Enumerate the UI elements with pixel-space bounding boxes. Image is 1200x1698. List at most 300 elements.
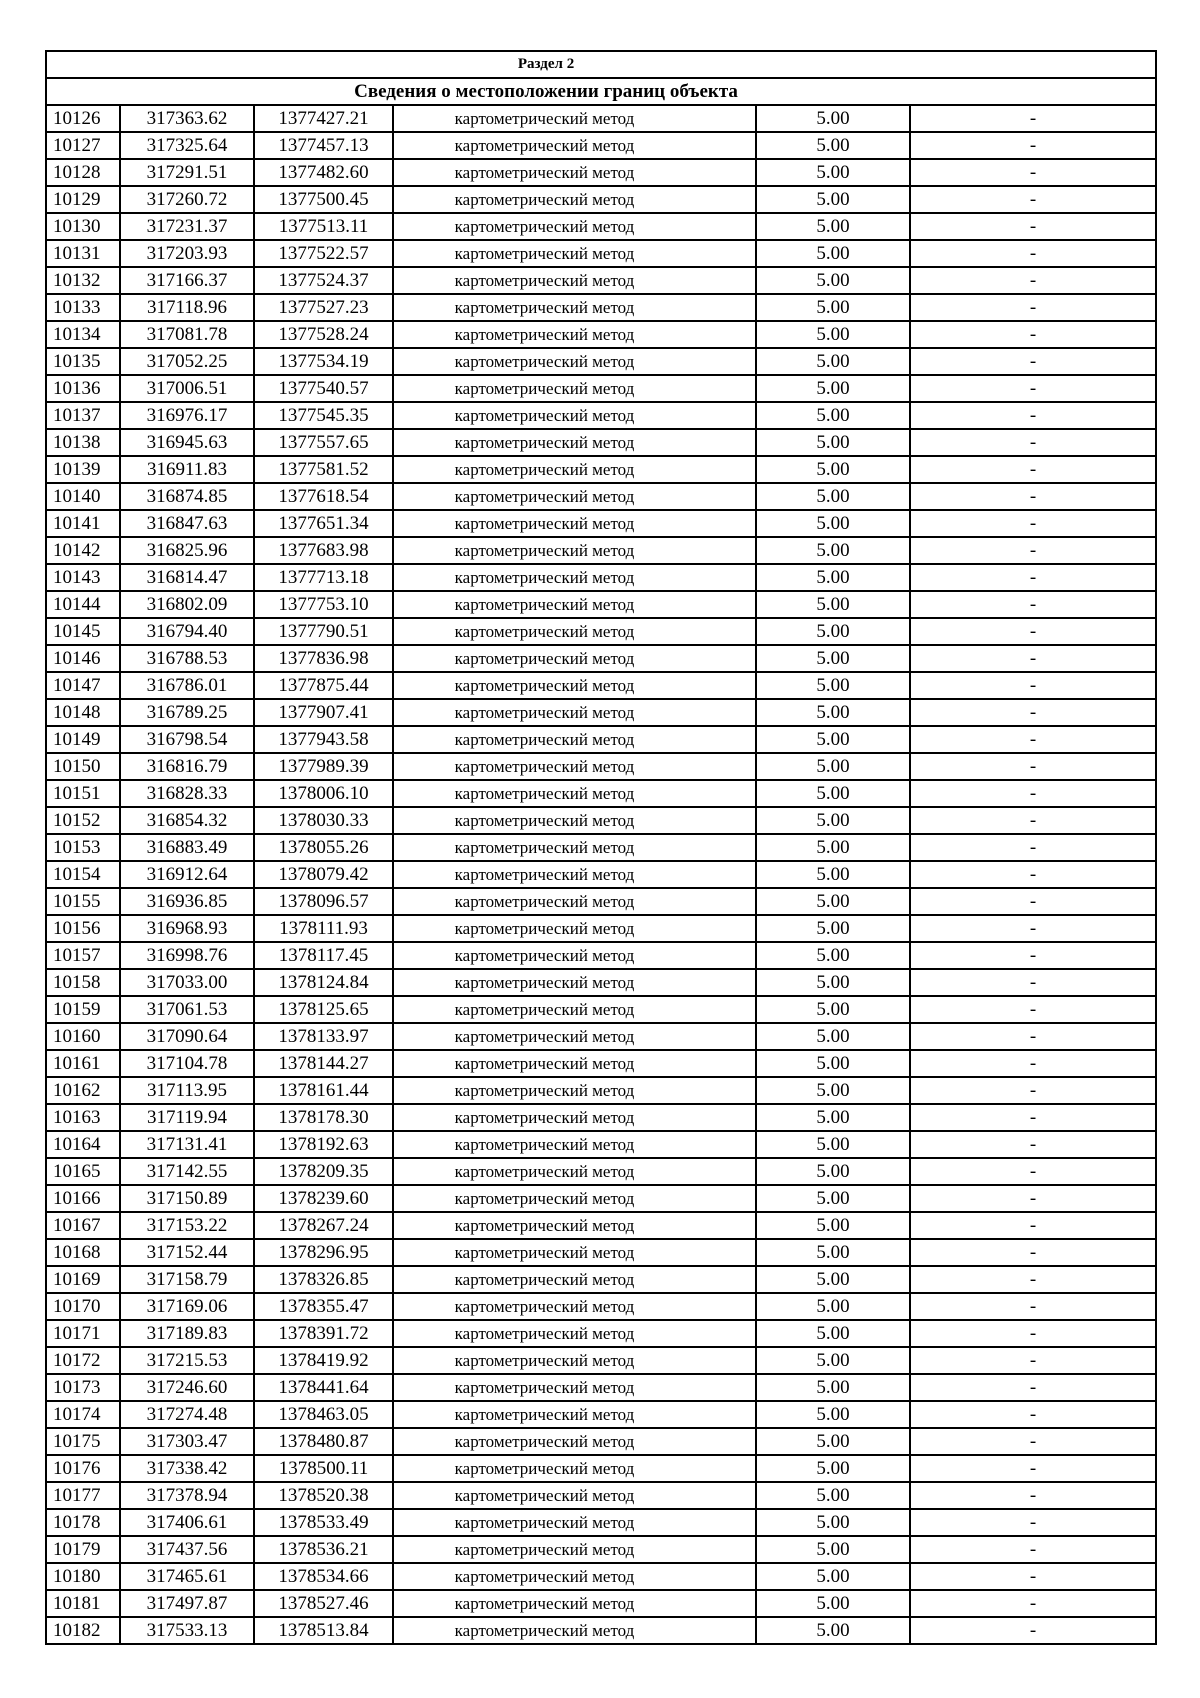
coord-y: 1378533.49 [254,1509,393,1536]
coord-y: 1377527.23 [254,294,393,321]
coord-y: 1377713.18 [254,564,393,591]
point-number: 10134 [46,321,120,348]
point-number: 10130 [46,213,120,240]
table-body [46,51,1156,1644]
coord-x: 317052.25 [120,348,254,375]
coord-x: 317533.13 [120,1617,254,1644]
table-row [46,1428,1156,1455]
table-row [46,672,1156,699]
coord-x: 316976.17 [120,402,254,429]
method-cell: картометрический метод [393,1509,756,1536]
coord-y: 1378006.10 [254,780,393,807]
coord-y: 1377545.35 [254,402,393,429]
coord-y: 1377943.58 [254,726,393,753]
method-cell: картометрический метод [393,1212,756,1239]
method-cell: картометрический метод [393,105,756,132]
section-title: Раздел 2 [46,51,1156,78]
coord-x: 317158.79 [120,1266,254,1293]
accuracy-cell: 5.00 [756,807,910,834]
description-cell: - [910,672,1156,699]
description-cell: - [910,645,1156,672]
description-cell: - [910,213,1156,240]
method-cell: картометрический метод [393,888,756,915]
method-cell: картометрический метод [393,753,756,780]
method-cell: картометрический метод [393,726,756,753]
description-cell: - [910,753,1156,780]
method-cell: картометрический метод [393,915,756,942]
point-number: 10162 [46,1077,120,1104]
coord-y: 1378391.72 [254,1320,393,1347]
method-cell: картометрический метод [393,132,756,159]
coord-y: 1378419.92 [254,1347,393,1374]
description-cell: - [910,915,1156,942]
accuracy-cell: 5.00 [756,834,910,861]
table-row [46,1401,1156,1428]
point-number: 10150 [46,753,120,780]
description-cell: - [910,402,1156,429]
accuracy-cell: 5.00 [756,1158,910,1185]
point-number: 10167 [46,1212,120,1239]
table-row [46,348,1156,375]
method-cell: картометрический метод [393,1077,756,1104]
accuracy-cell: 5.00 [756,375,910,402]
method-cell: картометрический метод [393,1536,756,1563]
point-number: 10149 [46,726,120,753]
coord-x: 317150.89 [120,1185,254,1212]
coord-y: 1378441.64 [254,1374,393,1401]
table-row [46,1563,1156,1590]
accuracy-cell: 5.00 [756,564,910,591]
description-cell: - [910,240,1156,267]
description-cell: - [910,132,1156,159]
coord-y: 1378192.63 [254,1131,393,1158]
method-cell: картометрический метод [393,429,756,456]
description-cell: - [910,510,1156,537]
description-cell: - [910,1482,1156,1509]
point-number: 10140 [46,483,120,510]
coord-y: 1378355.47 [254,1293,393,1320]
coord-x: 316814.47 [120,564,254,591]
coord-x: 317006.51 [120,375,254,402]
method-cell: картометрический метод [393,1617,756,1644]
point-number: 10148 [46,699,120,726]
description-cell: - [910,483,1156,510]
accuracy-cell: 5.00 [756,888,910,915]
description-cell: - [910,861,1156,888]
coord-y: 1378096.57 [254,888,393,915]
coord-y: 1377457.13 [254,132,393,159]
table-row [46,1239,1156,1266]
coord-y: 1378117.45 [254,942,393,969]
description-cell: - [910,105,1156,132]
accuracy-cell: 5.00 [756,915,910,942]
coord-y: 1377836.98 [254,645,393,672]
coord-x: 316912.64 [120,861,254,888]
coord-y: 1378536.21 [254,1536,393,1563]
coord-x: 317215.53 [120,1347,254,1374]
description-cell: - [910,1185,1156,1212]
table-title-row [46,78,1156,105]
accuracy-cell: 5.00 [756,132,910,159]
accuracy-cell: 5.00 [756,753,910,780]
point-number: 10143 [46,564,120,591]
coord-x: 316968.93 [120,915,254,942]
method-cell: картометрический метод [393,645,756,672]
method-cell: картометрический метод [393,510,756,537]
method-cell: картометрический метод [393,1239,756,1266]
point-number: 10154 [46,861,120,888]
description-cell: - [910,1023,1156,1050]
boundary-table [45,50,1157,1645]
table-row [46,1023,1156,1050]
coord-x: 316825.96 [120,537,254,564]
method-cell: картометрический метод [393,1590,756,1617]
accuracy-cell: 5.00 [756,429,910,456]
accuracy-cell: 5.00 [756,1131,910,1158]
coord-y: 1377989.39 [254,753,393,780]
table-row [46,267,1156,294]
coord-y: 1377540.57 [254,375,393,402]
accuracy-cell: 5.00 [756,1482,910,1509]
description-cell: - [910,618,1156,645]
method-cell: картометрический метод [393,348,756,375]
description-cell: - [910,321,1156,348]
method-cell: картометрический метод [393,267,756,294]
method-cell: картометрический метод [393,834,756,861]
coord-x: 316854.32 [120,807,254,834]
point-number: 10172 [46,1347,120,1374]
accuracy-cell: 5.00 [756,618,910,645]
accuracy-cell: 5.00 [756,1563,910,1590]
point-number: 10175 [46,1428,120,1455]
coord-y: 1377618.54 [254,483,393,510]
accuracy-cell: 5.00 [756,537,910,564]
point-number: 10138 [46,429,120,456]
description-cell: - [910,591,1156,618]
table-title: Сведения о местоположении границ объекта [46,78,1156,105]
table-row [46,1509,1156,1536]
method-cell: картометрический метод [393,591,756,618]
table-row [46,780,1156,807]
accuracy-cell: 5.00 [756,510,910,537]
point-number: 10157 [46,942,120,969]
coord-y: 1378296.95 [254,1239,393,1266]
coord-y: 1377482.60 [254,159,393,186]
coord-x: 316788.53 [120,645,254,672]
table-row [46,294,1156,321]
accuracy-cell: 5.00 [756,321,910,348]
point-number: 10158 [46,969,120,996]
accuracy-cell: 5.00 [756,483,910,510]
accuracy-cell: 5.00 [756,1617,910,1644]
table-row [46,186,1156,213]
coord-x: 317363.62 [120,105,254,132]
point-number: 10146 [46,645,120,672]
method-cell: картометрический метод [393,1050,756,1077]
point-number: 10135 [46,348,120,375]
table-row [46,159,1156,186]
coord-y: 1378500.11 [254,1455,393,1482]
description-cell: - [910,348,1156,375]
point-number: 10126 [46,105,120,132]
description-cell: - [910,1617,1156,1644]
point-number: 10179 [46,1536,120,1563]
coord-x: 316911.83 [120,456,254,483]
point-number: 10155 [46,888,120,915]
coord-x: 317203.93 [120,240,254,267]
coord-y: 1377753.10 [254,591,393,618]
point-number: 10176 [46,1455,120,1482]
table-row [46,321,1156,348]
method-cell: картометрический метод [393,564,756,591]
description-cell: - [910,834,1156,861]
coord-y: 1377528.24 [254,321,393,348]
coord-x: 317166.37 [120,267,254,294]
description-cell: - [910,1212,1156,1239]
point-number: 10152 [46,807,120,834]
method-cell: картометрический метод [393,375,756,402]
point-number: 10171 [46,1320,120,1347]
description-cell: - [910,1590,1156,1617]
method-cell: картометрический метод [393,402,756,429]
coord-y: 1378534.66 [254,1563,393,1590]
accuracy-cell: 5.00 [756,1428,910,1455]
accuracy-cell: 5.00 [756,1212,910,1239]
coord-x: 317061.53 [120,996,254,1023]
method-cell: картометрический метод [393,1455,756,1482]
table-row [46,915,1156,942]
accuracy-cell: 5.00 [756,1077,910,1104]
accuracy-cell: 5.00 [756,1401,910,1428]
description-cell: - [910,1401,1156,1428]
description-cell: - [910,1509,1156,1536]
method-cell: картометрический метод [393,969,756,996]
point-number: 10136 [46,375,120,402]
coord-y: 1378513.84 [254,1617,393,1644]
accuracy-cell: 5.00 [756,942,910,969]
point-number: 10174 [46,1401,120,1428]
table-row [46,1131,1156,1158]
point-number: 10169 [46,1266,120,1293]
coord-y: 1378520.38 [254,1482,393,1509]
table-row [46,537,1156,564]
method-cell: картометрический метод [393,699,756,726]
point-number: 10145 [46,618,120,645]
description-cell: - [910,1293,1156,1320]
coord-x: 316847.63 [120,510,254,537]
coord-y: 1377790.51 [254,618,393,645]
coord-x: 316816.79 [120,753,254,780]
description-cell: - [910,537,1156,564]
coord-x: 316802.09 [120,591,254,618]
table-row [46,807,1156,834]
coord-x: 316874.85 [120,483,254,510]
coord-x: 317437.56 [120,1536,254,1563]
point-number: 10177 [46,1482,120,1509]
method-cell: картометрический метод [393,240,756,267]
coord-x: 317231.37 [120,213,254,240]
coord-y: 1378079.42 [254,861,393,888]
description-cell: - [910,294,1156,321]
point-number: 10139 [46,456,120,483]
coord-x: 316794.40 [120,618,254,645]
coord-x: 316998.76 [120,942,254,969]
coord-x: 317153.22 [120,1212,254,1239]
table-row [46,456,1156,483]
accuracy-cell: 5.00 [756,1104,910,1131]
description-cell: - [910,996,1156,1023]
table-row [46,645,1156,672]
point-number: 10165 [46,1158,120,1185]
method-cell: картометрический метод [393,618,756,645]
coord-x: 317291.51 [120,159,254,186]
accuracy-cell: 5.00 [756,672,910,699]
point-number: 10144 [46,591,120,618]
table-row [46,1374,1156,1401]
accuracy-cell: 5.00 [756,159,910,186]
point-number: 10132 [46,267,120,294]
table-row [46,375,1156,402]
accuracy-cell: 5.00 [756,645,910,672]
description-cell: - [910,564,1156,591]
table-row [46,105,1156,132]
method-cell: картометрический метод [393,159,756,186]
accuracy-cell: 5.00 [756,861,910,888]
table-row [46,942,1156,969]
coord-y: 1377513.11 [254,213,393,240]
coord-x: 317303.47 [120,1428,254,1455]
coord-y: 1377500.45 [254,186,393,213]
coord-x: 317378.94 [120,1482,254,1509]
accuracy-cell: 5.00 [756,186,910,213]
coord-x: 317090.64 [120,1023,254,1050]
table-row [46,834,1156,861]
table-row [46,1617,1156,1644]
accuracy-cell: 5.00 [756,1266,910,1293]
coord-y: 1378178.30 [254,1104,393,1131]
method-cell: картометрический метод [393,807,756,834]
point-number: 10137 [46,402,120,429]
accuracy-cell: 5.00 [756,456,910,483]
coord-y: 1377557.65 [254,429,393,456]
coord-x: 317113.95 [120,1077,254,1104]
coord-y: 1377524.37 [254,267,393,294]
document-sheet [45,50,1155,1645]
accuracy-cell: 5.00 [756,1374,910,1401]
table-row [46,591,1156,618]
table-row [46,1536,1156,1563]
point-number: 10173 [46,1374,120,1401]
coord-y: 1378161.44 [254,1077,393,1104]
coord-x: 317246.60 [120,1374,254,1401]
point-number: 10166 [46,1185,120,1212]
method-cell: картометрический метод [393,186,756,213]
point-number: 10142 [46,537,120,564]
table-row [46,402,1156,429]
method-cell: картометрический метод [393,996,756,1023]
point-number: 10182 [46,1617,120,1644]
description-cell: - [910,807,1156,834]
method-cell: картометрический метод [393,1293,756,1320]
coord-x: 317152.44 [120,1239,254,1266]
method-cell: картометрический метод [393,861,756,888]
method-cell: картометрический метод [393,456,756,483]
accuracy-cell: 5.00 [756,1293,910,1320]
coord-y: 1378133.97 [254,1023,393,1050]
description-cell: - [910,1536,1156,1563]
coord-y: 1377651.34 [254,510,393,537]
accuracy-cell: 5.00 [756,1239,910,1266]
accuracy-cell: 5.00 [756,240,910,267]
point-number: 10180 [46,1563,120,1590]
description-cell: - [910,1158,1156,1185]
accuracy-cell: 5.00 [756,969,910,996]
point-number: 10147 [46,672,120,699]
method-cell: картометрический метод [393,1482,756,1509]
table-row [46,1212,1156,1239]
table-row [46,1104,1156,1131]
accuracy-cell: 5.00 [756,1050,910,1077]
accuracy-cell: 5.00 [756,1509,910,1536]
coord-y: 1378209.35 [254,1158,393,1185]
method-cell: картометрический метод [393,321,756,348]
coord-x: 316828.33 [120,780,254,807]
coord-y: 1377907.41 [254,699,393,726]
coord-x: 317033.00 [120,969,254,996]
point-number: 10141 [46,510,120,537]
table-row [46,1347,1156,1374]
coord-y: 1378055.26 [254,834,393,861]
table-row [46,726,1156,753]
coord-x: 317104.78 [120,1050,254,1077]
point-number: 10181 [46,1590,120,1617]
description-cell: - [910,1239,1156,1266]
accuracy-cell: 5.00 [756,105,910,132]
point-number: 10156 [46,915,120,942]
coord-x: 316883.49 [120,834,254,861]
method-cell: картометрический метод [393,1401,756,1428]
description-cell: - [910,699,1156,726]
description-cell: - [910,1077,1156,1104]
point-number: 10128 [46,159,120,186]
description-cell: - [910,942,1156,969]
point-number: 10133 [46,294,120,321]
coord-x: 316798.54 [120,726,254,753]
section-header-row [46,51,1156,78]
accuracy-cell: 5.00 [756,1590,910,1617]
description-cell: - [910,1455,1156,1482]
accuracy-cell: 5.00 [756,699,910,726]
table-row [46,213,1156,240]
coord-y: 1378480.87 [254,1428,393,1455]
method-cell: картометрический метод [393,1320,756,1347]
coord-y: 1378239.60 [254,1185,393,1212]
description-cell: - [910,186,1156,213]
accuracy-cell: 5.00 [756,1536,910,1563]
coord-x: 316786.01 [120,672,254,699]
method-cell: картометрический метод [393,1131,756,1158]
coord-y: 1377522.57 [254,240,393,267]
coord-y: 1377683.98 [254,537,393,564]
accuracy-cell: 5.00 [756,213,910,240]
description-cell: - [910,888,1156,915]
table-row [46,1077,1156,1104]
method-cell: картометрический метод [393,1104,756,1131]
accuracy-cell: 5.00 [756,1320,910,1347]
accuracy-cell: 5.00 [756,1455,910,1482]
table-row [46,1158,1156,1185]
coord-x: 317131.41 [120,1131,254,1158]
